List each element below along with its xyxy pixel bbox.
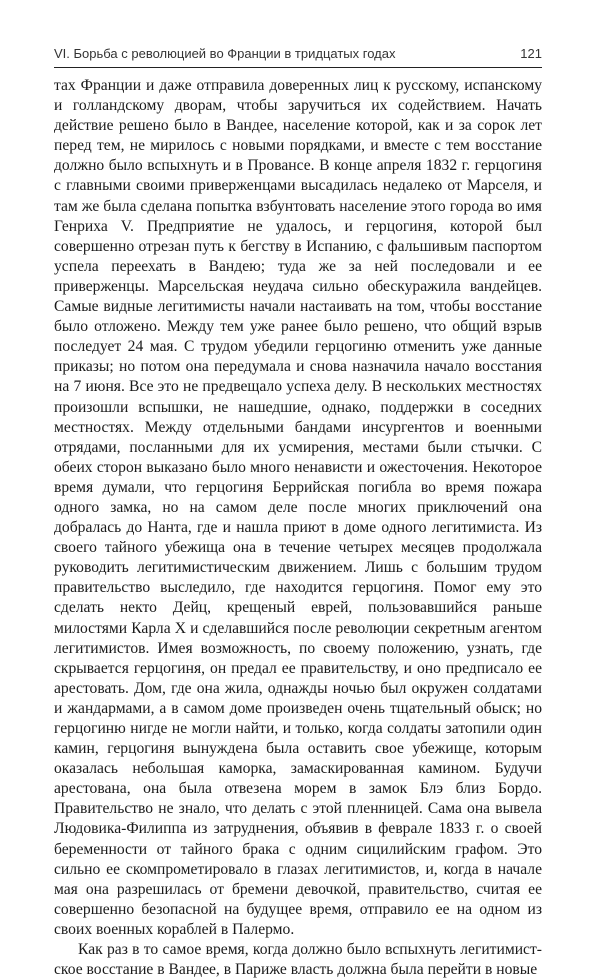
header-divider: [54, 67, 542, 68]
paragraph: Как раз в то самое время, когда должно было вспыхнуть легитимистское восстание в Вандее, в Париже власть должна была перейти в новые: [54, 941, 542, 979]
running-header: [54, 46, 542, 66]
page-body: [54, 76, 542, 980]
page-number: 121: [520, 46, 542, 61]
paragraph-continued: тах Франции и даже отправила доверенных лиц к русскому, испанскому и голландскому дворам, чтобы заручиться их содействием. Начать действие решено было в Вандее, население которой, как и за сорок лет перед тем, не мирилось с новыми порядками, и вместе с тем восстание должно было вспыхнуть и в Провансе. В конце апреля 1832 г. герцогиня с главными своими приверженцами высадилась недалеко от Марселя, и там же была сделана попытка взбунтовать население этого города во имя Генриха V. Предприятие не удалось, и герцогиня, которой был совершенно отрезан путь к бегству в Испанию, с фальшивым паспортом успела переехать в Вандею; туда же за ней последовали и ее приверженцы. Марсельская неудача сильно обескуражила вандейцев. Самые видные легитимисты начали настаивать на том, чтобы восстание было отложено. Между тем уже ранее было решено, что общий взрыв последует 24 мая. С трудом убедили герцогиню отменить уже данные приказы; но потом она передумала и снова назначила начало восстания на 7 июня. Все это не предвещало успеха делу. В нескольких местностях произошли вспышки, не нашедшие, однако, поддержки в соседних местностях. Между отдельными бандами инсургентов и военными отрядами, посланными для их усмирения, местами были стычки. С обеих сторон выказано было много ненависти и ожесточения. Некоторое время думали, что герцогиня Беррийская погибла во время пожара одного замка, но на самом деле после многих приключений она добралась до Нанта, где и нашла приют в доме одного легитимиста. Из своего тайного убежища она в течение четырех месяцев продолжала руководить легитимистическим движением. Лишь с большим трудом правительство выследило, где находится герцогиня. Помог ему это сделать некто Дейц, крещеный еврей, пользовавшийся раньше милостями Карла X и сделавшийся после революции секретным агентом легитимистов. Имея возможность, по своему положению, узнать, где скрывается герцогиня, он предал ее правительству, и оно предписало ее арестовать. Дом, где она жила, однажды ночью был окружен солдатами и жандармами, а в самом доме произведен очень тщательный обыск; но герцогиню нигде не могли найти, и только, когда солдаты затопили один камин, герцогиня вынуждена была оставить свое убежище, которым оказалась небольшая каморка, замаскированная камином. Будучи арестована, она была отвезена морем в замок Блэ близ Бордо. Правительство не знало, что делать с этой пленницей. Сама она вывела Людовика-Филиппа из затруднения, объявив в феврале 1833 г. о своей беременности от тайного брака с одним сицилийским графом. Это сильно ее скомпрометировало в глазах легитимистов, и, когда в начале мая она разрешилась от бремени девочкой, правительство, считая ее совершенно безопасной на будущее время, отправило ее на одном из своих военных кораблей в Палермо.: [54, 77, 542, 938]
running-title: VI. Борьба с революцией во Франции в тридцатых годах: [54, 46, 396, 61]
